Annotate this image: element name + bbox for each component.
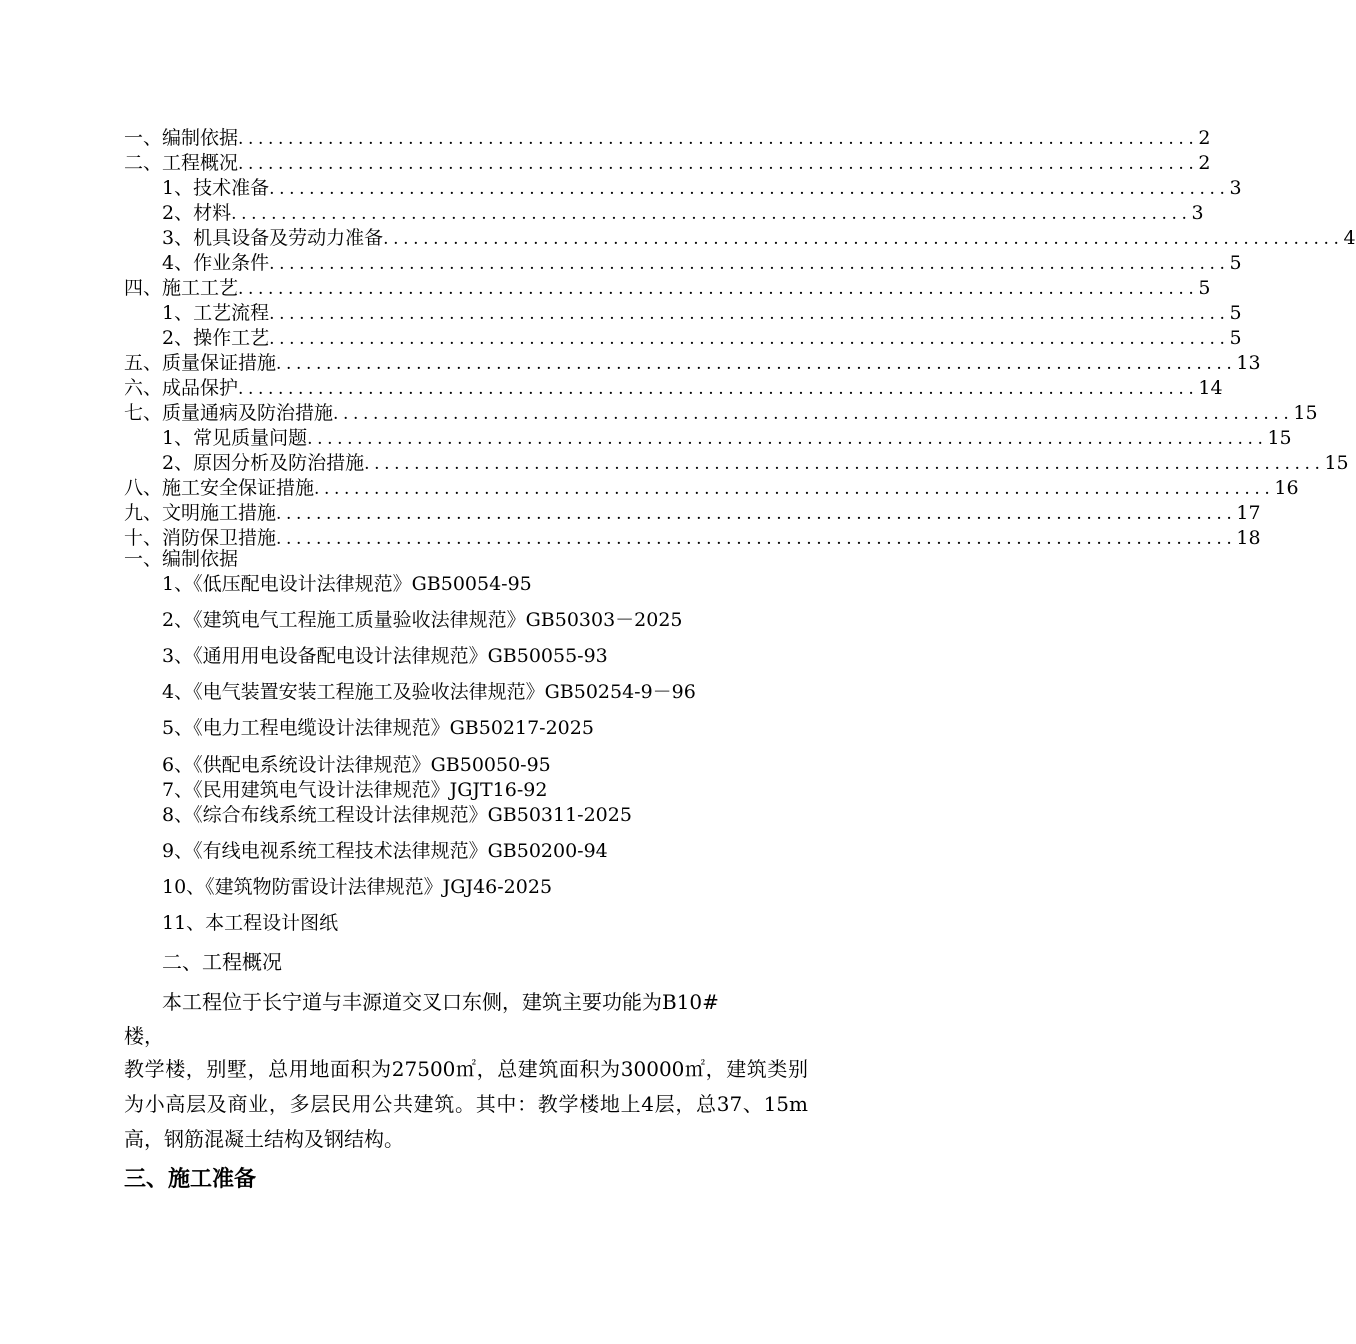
toc-leader-dots: ................................................................................................ xyxy=(276,529,1237,549)
reference-item: 9、《有线电视系统工程技术法律规范》GB50200-94 xyxy=(162,840,608,862)
toc-entry-page: 2 xyxy=(1198,127,1211,149)
toc-entry-page: 15 xyxy=(1267,427,1292,449)
toc-entry-title: 3、机具设备及劳动力准备 xyxy=(162,227,384,249)
toc-entry-page: 5 xyxy=(1229,252,1242,274)
toc-leader-dots: ................................................................................................ xyxy=(269,254,1230,274)
toc-entry[interactable] xyxy=(124,251,1242,276)
toc-leader-dots: ................................................................................................ xyxy=(333,404,1294,424)
toc-entry[interactable] xyxy=(124,401,1318,426)
reference-item: 4、《电气装置安装工程施工及验收法律规范》GB50254-9－96 xyxy=(162,681,696,703)
reference-item: 11、本工程设计图纸 xyxy=(162,912,339,934)
toc-entry-page: 4 xyxy=(1343,227,1356,249)
toc-entry[interactable] xyxy=(124,476,1299,501)
overview-line-2: 楼， xyxy=(124,1024,164,1048)
overview-body: 教学楼，别墅，总用地面积为27500㎡，总建筑面积为30000㎡，建筑类别为小高层及商业，多层民用公共建筑。其中：教学楼地上4层，总37、15m高，钢筋混凝土结构及钢结构。 xyxy=(124,1057,808,1151)
toc-entry-title: 四、施工工艺 xyxy=(124,277,239,299)
toc-leader-dots: ................................................................................................ xyxy=(276,354,1237,374)
reference-item: 7、《民用建筑电气设计法律规范》JGJT16-92 xyxy=(162,779,548,801)
basis-heading: 一、编制依据 xyxy=(124,548,239,570)
toc-entry[interactable] xyxy=(124,126,1211,151)
toc-entry[interactable] xyxy=(124,426,1292,451)
reference-item: 5、《电力工程电缆设计法律规范》GB50217-2025 xyxy=(162,717,594,739)
toc-entry[interactable] xyxy=(124,226,1356,251)
reference-item: 8、《综合布线系统工程设计法律规范》GB50311-2025 xyxy=(162,804,632,826)
toc-leader-dots: ................................................................................................ xyxy=(269,179,1230,199)
toc-leader-dots: ................................................................................................ xyxy=(231,204,1192,224)
toc-leader-dots: ................................................................................................ xyxy=(269,304,1230,324)
toc-entry-title: 1、常见质量问题 xyxy=(162,427,308,449)
toc-leader-dots: ................................................................................................ xyxy=(269,329,1230,349)
reference-item: 2、《建筑电气工程施工质量验收法律规范》GB50303－2025 xyxy=(162,609,683,631)
toc-leader-dots: ................................................................................................ xyxy=(383,229,1344,249)
toc-entry-page: 14 xyxy=(1198,377,1223,399)
toc-entry-title: 2、原因分析及防治措施 xyxy=(162,452,365,474)
toc-entry[interactable] xyxy=(124,376,1223,401)
toc-entry-title: 2、材料 xyxy=(162,202,232,224)
toc-entry-page: 2 xyxy=(1198,152,1211,174)
overview-heading: 二、工程概况 xyxy=(162,950,282,974)
reference-item: 1、《低压配电设计法律规范》GB50054-95 xyxy=(162,573,532,595)
toc-entry-title: 1、技术准备 xyxy=(162,177,270,199)
toc-entry-title: 五、质量保证措施 xyxy=(124,352,277,374)
toc-leader-dots: ................................................................................................ xyxy=(364,454,1325,474)
toc-entry-page: 15 xyxy=(1293,402,1318,424)
toc-entry-title: 七、质量通病及防治措施 xyxy=(124,402,334,424)
section-heading: 三、施工准备 xyxy=(124,1166,257,1192)
toc-entry-page: 5 xyxy=(1229,327,1242,349)
toc-entry[interactable] xyxy=(124,351,1261,376)
toc-leader-dots: ................................................................................................ xyxy=(238,154,1199,174)
toc-leader-dots: ................................................................................................ xyxy=(238,129,1199,149)
toc-entry-page: 5 xyxy=(1229,302,1242,324)
toc-entry[interactable] xyxy=(124,501,1261,526)
toc-leader-dots: ................................................................................................ xyxy=(276,504,1237,524)
toc-entry[interactable] xyxy=(124,301,1242,326)
toc-entry-page: 15 xyxy=(1324,452,1349,474)
toc-entry-title: 八、施工安全保证措施 xyxy=(124,477,315,499)
toc-entry-title: 4、作业条件 xyxy=(162,252,270,274)
toc-entry[interactable] xyxy=(124,151,1211,176)
toc-entry[interactable] xyxy=(124,201,1204,226)
toc-entry-page: 5 xyxy=(1198,277,1211,299)
toc-entry-page: 18 xyxy=(1236,527,1261,549)
toc-entry-page: 13 xyxy=(1236,352,1261,374)
table-of-contents xyxy=(124,126,1356,551)
toc-entry-title: 2、操作工艺 xyxy=(162,327,270,349)
toc-leader-dots: ................................................................................................ xyxy=(238,379,1199,399)
toc-entry-page: 16 xyxy=(1274,477,1299,499)
toc-entry-title: 二、工程概况 xyxy=(124,152,239,174)
toc-entry-page: 17 xyxy=(1236,502,1261,524)
reference-item: 10、《建筑物防雷设计法律规范》JGJ46-2025 xyxy=(162,876,553,898)
overview-line-1: 本工程位于长宁道与丰源道交叉口东侧，建筑主要功能为B10# xyxy=(162,990,719,1014)
toc-entry-title: 十、消防保卫措施 xyxy=(124,527,277,549)
toc-leader-dots: ................................................................................................ xyxy=(238,279,1199,299)
reference-item: 3、《通用用电设备配电设计法律规范》GB50055-93 xyxy=(162,645,608,667)
toc-entry-title: 1、工艺流程 xyxy=(162,302,270,324)
toc-entry-page: 3 xyxy=(1229,177,1242,199)
reference-item: 6、《供配电系统设计法律规范》GB50050-95 xyxy=(162,754,551,776)
toc-entry[interactable] xyxy=(124,176,1242,201)
toc-leader-dots: ................................................................................................ xyxy=(307,429,1268,449)
toc-entry[interactable] xyxy=(124,451,1349,476)
toc-entry-title: 一、编制依据 xyxy=(124,127,239,149)
toc-entry[interactable] xyxy=(124,326,1242,351)
toc-entry[interactable] xyxy=(124,276,1211,301)
toc-entry-title: 九、文明施工措施 xyxy=(124,502,277,524)
toc-entry-title: 六、成品保护 xyxy=(124,377,239,399)
toc-entry-page: 3 xyxy=(1191,202,1204,224)
toc-leader-dots: ................................................................................................ xyxy=(314,479,1275,499)
